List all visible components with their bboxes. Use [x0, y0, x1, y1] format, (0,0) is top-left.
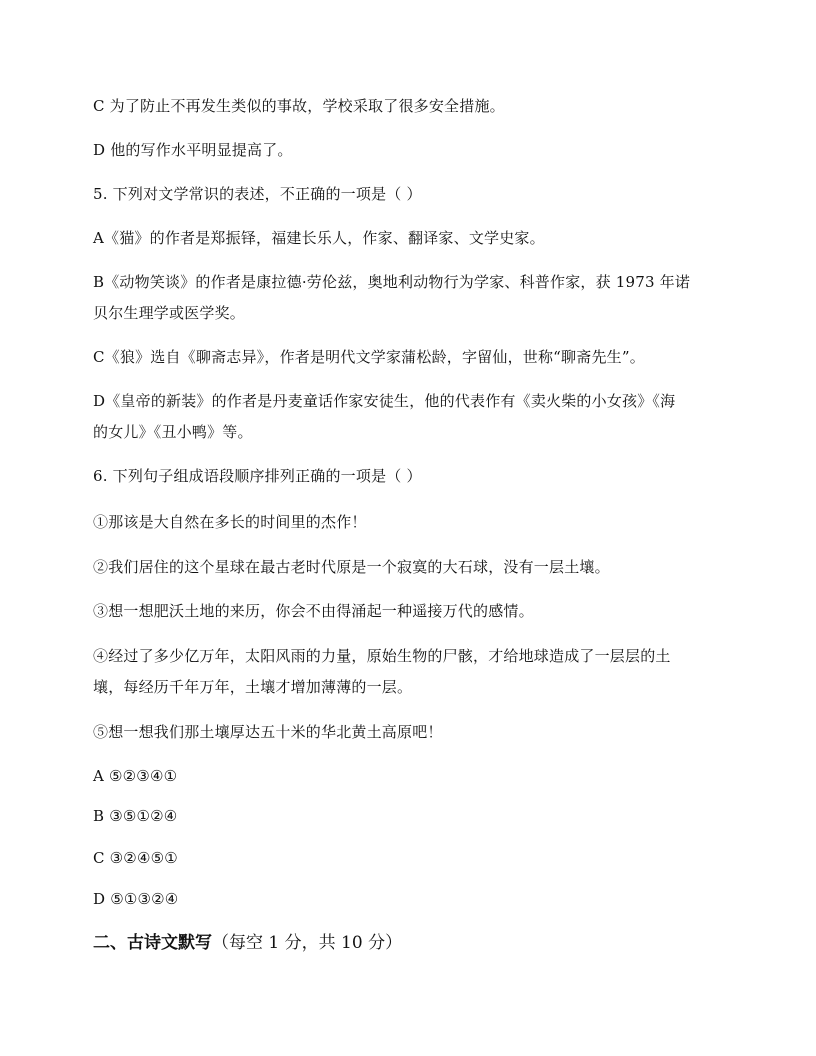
section-heading-title: 二、古诗文默写 [93, 933, 212, 953]
sentence-4-line1: ④经过了多少亿万年，太阳风雨的力量，原始生物的尸骸，才给地球造成了一层层的土 [93, 647, 671, 665]
option-c-q5: C《狼》选自《聊斋志异》，作者是明代文学家蒲松龄，字留仙，世称“聊斋先生”。 [93, 348, 645, 366]
sentence-2: ②我们居住的这个星球在最古老时代原是一个寂寞的大石球，没有一层土壤。 [93, 558, 610, 576]
question-5: 5. 下列对文学常识的表述，不正确的一项是（ ） [93, 185, 422, 203]
option-b-q5-line2: 贝尔生理学或医学奖。 [93, 304, 246, 322]
option-d-q4: D 他的写作水平明显提高了。 [93, 141, 293, 159]
question-6: 6. 下列句子组成语段顺序排列正确的一项是（ ） [93, 467, 422, 485]
option-d-q5-line2: 的女儿》《丑小鸭》等。 [93, 423, 253, 441]
option-d-q6: D ⑤①③②④ [93, 890, 179, 908]
option-a-q5: A《猫》的作者是郑振铎，福建长乐人，作家、翻译家、文学史家。 [93, 229, 545, 247]
option-b-q6: B ③⑤①②④ [93, 807, 178, 825]
section-heading-note: （每空 1 分，共 10 分） [212, 933, 403, 953]
sentence-1: ①那该是大自然在多长的时间里的杰作！ [93, 513, 367, 531]
sentence-3: ③想一想肥沃土地的来历，你会不由得涌起一种遥接万代的感情。 [93, 602, 534, 620]
option-c-q6: C ③②④⑤① [93, 849, 178, 867]
option-b-q5-line1: B《动物笑谈》的作者是康拉德·劳伦兹，奥地利动物行为学家、科普作家，获 1973 年诺 [93, 273, 691, 291]
option-d-q5-line1: D《皇帝的新装》的作者是丹麦童话作家安徒生，他的代表作有《卖火柴的小女孩》《海 [93, 392, 676, 410]
option-a-q6: A ⑤②③④① [93, 767, 178, 785]
section-heading [93, 932, 733, 954]
sentence-4-line2: 壤，每经历千年万年，土壤才增加薄薄的一层。 [93, 678, 413, 696]
sentence-5: ⑤想一想我们那土壤厚达五十米的华北黄土高原吧！ [93, 723, 443, 741]
option-c-q4: C 为了防止不再发生类似的事故，学校采取了很多安全措施。 [93, 97, 505, 115]
